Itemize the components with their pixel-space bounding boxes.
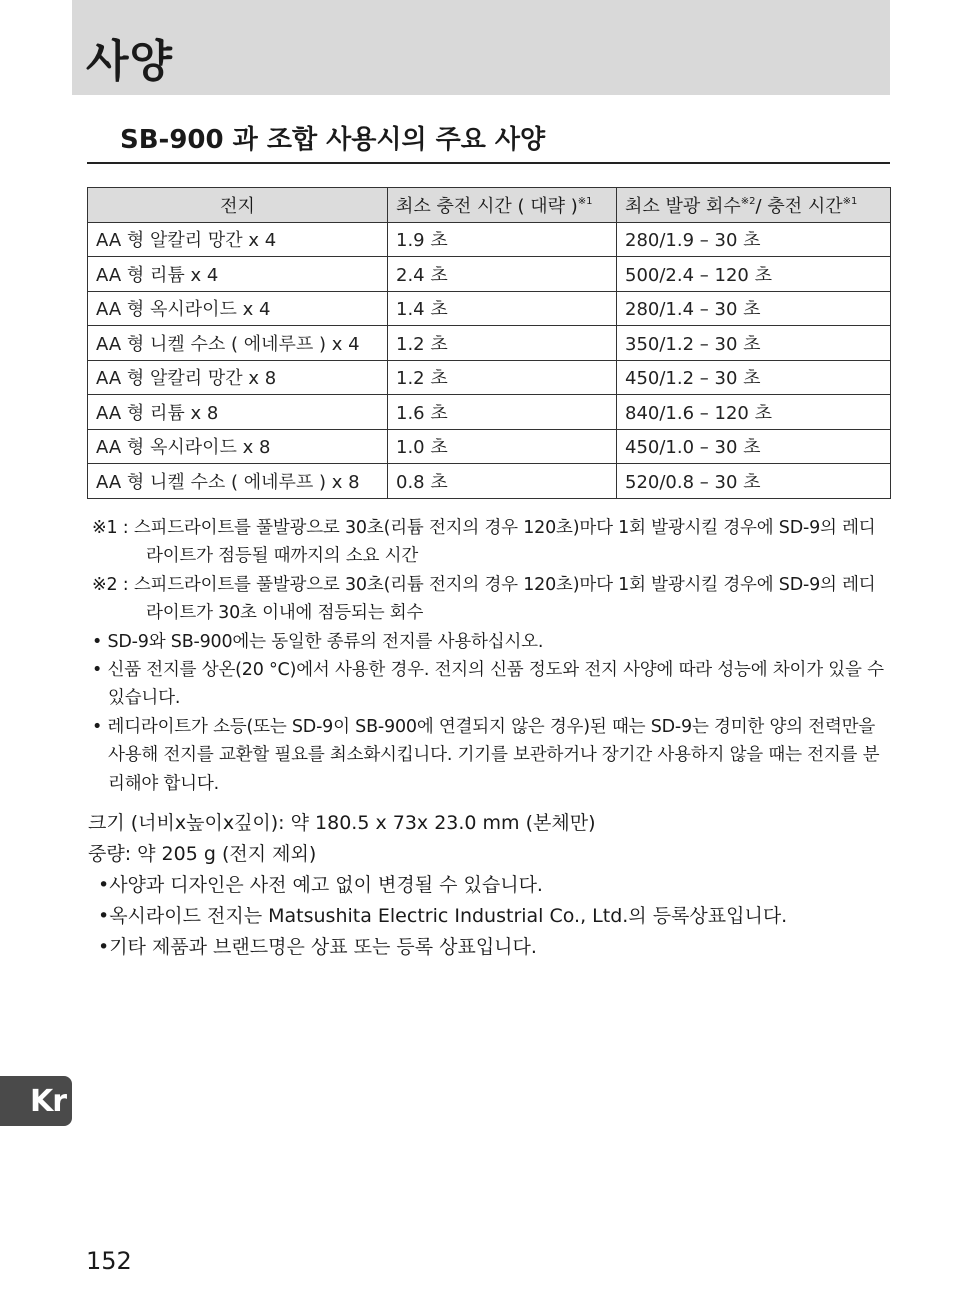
cell-flash-count: 350/1.2 – 30 초	[617, 326, 891, 361]
header-flash-count	[617, 188, 891, 223]
cell-flash-count: 500/2.4 – 120 초	[617, 257, 891, 292]
spec-bullet: •기타 제품과 브랜드명은 상표 또는 등록 상표입니다.	[98, 936, 537, 958]
page-number: 152	[86, 1247, 132, 1275]
cell-recycle-time: 1.9 초	[388, 222, 617, 257]
table-row	[88, 395, 891, 430]
cell-flash-count: 520/0.8 – 30 초	[617, 464, 891, 499]
table-row	[88, 326, 891, 361]
cell-recycle-time: 1.0 초	[388, 429, 617, 464]
header-recycle-label: / 충전 시간	[755, 195, 843, 217]
dimensions-spec: 크기 (너비x높이x깊이): 약 180.5 x 73x 23.0 mm (본체만)	[88, 812, 596, 834]
table-row	[88, 429, 891, 464]
cell-flash-count: 840/1.6 – 120 초	[617, 395, 891, 430]
table-row	[88, 291, 891, 326]
page-title: 사양	[86, 36, 174, 87]
bullet-note: • 신품 전지를 상온(20 °C)에서 사용한 경우. 전지의 신품 정도와 전지 사양에 따라 성능에 차이가 있을 수 있습니다.	[92, 660, 884, 709]
table-row	[88, 360, 891, 395]
table-row	[88, 464, 891, 499]
spec-bullet: •사양과 디자인은 사전 예고 없이 변경될 수 있습니다.	[98, 874, 543, 896]
cell-recycle-time: 1.6 초	[388, 395, 617, 430]
table-row	[88, 222, 891, 257]
cell-flash-count: 450/1.2 – 30 초	[617, 360, 891, 395]
cell-battery: AA 형 알칼리 망간 x 8	[88, 360, 388, 395]
cell-battery: AA 형 옥시라이드 x 8	[88, 429, 388, 464]
cell-battery: AA 형 옥시라이드 x 4	[88, 291, 388, 326]
cell-recycle-time: 1.4 초	[388, 291, 617, 326]
footnote: ※1 : 스피드라이트를 풀발광으로 30초(리튬 전지의 경우 120초)마다 1회 발광시킬 경우에 SD-9의 레디라이트가 점등될 때까지의 소요 시간	[92, 518, 876, 567]
cell-flash-count: 280/1.9 – 30 초	[617, 222, 891, 257]
cell-battery: AA 형 리튬 x 4	[88, 257, 388, 292]
table-header-row	[88, 188, 891, 223]
cell-battery: AA 형 니켈 수소 ( 에네루프 ) x 8	[88, 464, 388, 499]
footnote-mark: ※1	[577, 195, 593, 207]
spec-bullet: •옥시라이드 전지는 Matsushita Electric Industrial Co., Ltd.의 등록상표입니다.	[98, 905, 788, 927]
title-band	[72, 0, 890, 95]
table-row	[88, 257, 891, 292]
cell-recycle-time: 1.2 초	[388, 326, 617, 361]
header-recycle-time-label: 최소 충전 시간 ( 대략 )	[396, 195, 578, 217]
battery-spec-table	[87, 187, 891, 499]
general-specs	[88, 808, 890, 963]
cell-battery: AA 형 니켈 수소 ( 에네루프 ) x 4	[88, 326, 388, 361]
header-battery: 전지	[88, 188, 388, 223]
cell-recycle-time: 1.2 초	[388, 360, 617, 395]
footnote: ※2 : 스피드라이트를 풀발광으로 30초(리튬 전지의 경우 120초)마다 1회 발광시킬 경우에 SD-9의 레디라이트가 30초 이내에 점등되는 회수	[92, 574, 876, 624]
section-divider	[87, 162, 890, 164]
bullet-note: • SD-9와 SB-900에는 동일한 종류의 전지를 사용하십시오.	[92, 631, 544, 652]
cell-battery: AA 형 알칼리 망간 x 4	[88, 222, 388, 257]
header-flash-count-label: 최소 발광 회수	[625, 195, 741, 217]
cell-battery: AA 형 리튬 x 8	[88, 395, 388, 430]
cell-flash-count: 280/1.4 – 30 초	[617, 291, 891, 326]
weight-spec: 중량: 약 205 g (전지 제외)	[88, 843, 317, 865]
footnote-mark: ※1	[842, 195, 858, 207]
table-notes	[92, 514, 892, 798]
language-tab: Kr	[0, 1076, 72, 1126]
cell-recycle-time: 2.4 초	[388, 257, 617, 292]
header-recycle-time	[388, 188, 617, 223]
footnote-mark: ※2	[740, 195, 756, 207]
cell-recycle-time: 0.8 초	[388, 464, 617, 499]
cell-flash-count: 450/1.0 – 30 초	[617, 429, 891, 464]
bullet-note: • 레디라이트가 소등(또는 SD-9이 SB-900에 연결되지 않은 경우)된 때는 SD-9는 경미한 양의 전력만을 사용해 전지를 교환할 필요를 최소화시킵니다. 기기를 보관하거나 장기간 사용하지 않을 때는 전지를 분리해야 합니다.	[92, 716, 880, 794]
section-title: SB-900 과 조합 사용시의 주요 사양	[120, 125, 546, 155]
